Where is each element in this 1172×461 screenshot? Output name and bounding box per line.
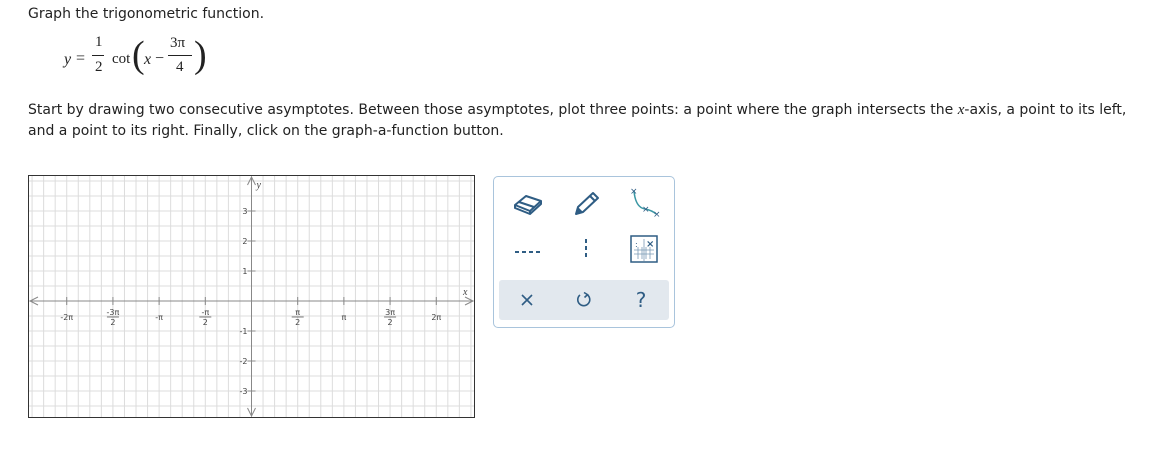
formula-equals: =	[76, 50, 86, 67]
svg-text:×: ×	[653, 210, 661, 218]
pencil-button[interactable]	[566, 189, 606, 219]
svg-text:×: ×	[646, 239, 655, 250]
x-tick-label-denominator: 2	[387, 318, 393, 327]
vertical-asymptote-button[interactable]	[566, 234, 606, 264]
x-tick-label-denominator: 2	[110, 318, 116, 327]
formula-left-paren: (	[132, 34, 145, 76]
eraser-button[interactable]	[508, 189, 548, 219]
formula-shift-numerator: 3π	[170, 35, 186, 51]
horizontal-asymptote-icon	[512, 244, 544, 260]
formula-minus: −	[155, 50, 165, 67]
y-tick-label: -3	[239, 387, 248, 396]
point-grid-icon	[630, 235, 658, 263]
y-axis-label: y	[256, 180, 261, 191]
undo-button[interactable]	[564, 285, 604, 315]
instructions-text	[28, 100, 1153, 142]
tick-labels	[60, 180, 468, 396]
formula-right-paren: )	[194, 34, 207, 76]
action-bar	[499, 280, 669, 320]
x-tick-label: 2π	[431, 313, 442, 322]
help-button[interactable]	[621, 285, 661, 315]
prompt-text: Graph the trigonometric function.	[28, 6, 265, 22]
x-tick-label-numerator: 3π	[385, 308, 396, 317]
formula-coef-numerator: 1	[95, 34, 103, 50]
instructions-part2: -axis, a point to its left, and a point to its right. Finally, click on the graph-a-function button.	[28, 102, 1127, 139]
y-tick-label: -1	[239, 327, 248, 336]
x-tick-label: -π	[155, 313, 163, 322]
graph-area[interactable]	[28, 175, 475, 418]
x-tick-label-numerator: -3π	[106, 308, 120, 317]
instructions-part1: Start by drawing two consecutive asymptotes. Between those asymptotes, plot three points: a point where the graph intersects the	[28, 102, 958, 118]
svg-text:×: ×	[630, 187, 638, 197]
vertical-asymptote-icon	[578, 237, 594, 261]
y-tick-label: -2	[239, 357, 248, 366]
toolbox-panel	[493, 176, 675, 328]
x-axis-label: x	[463, 287, 468, 298]
y-tick-label: 2	[242, 237, 248, 246]
axes	[30, 177, 473, 416]
y-tick-label: 1	[242, 267, 248, 276]
formula-coef-denominator: 2	[95, 59, 103, 75]
clear-icon	[519, 292, 535, 308]
x-tick-label: -2π	[60, 313, 74, 322]
horizontal-asymptote-button[interactable]	[508, 237, 548, 267]
x-tick-label-numerator: π	[295, 308, 301, 317]
x-tick-label-denominator: 2	[295, 318, 301, 327]
formula-x: x	[144, 51, 152, 68]
undo-icon	[575, 291, 593, 309]
formula-y: y	[64, 51, 72, 68]
graph-function-icon	[627, 186, 661, 218]
x-tick-label-denominator: 2	[202, 318, 208, 327]
clear-button[interactable]	[507, 285, 547, 315]
eraser-icon	[512, 191, 544, 217]
pencil-icon	[570, 190, 602, 218]
y-tick-label: 3	[242, 207, 248, 216]
instructions-x-var: x	[957, 102, 965, 118]
x-tick-label-numerator: -π	[201, 308, 210, 317]
x-tick-label: π	[341, 313, 347, 322]
formula-cot: cot	[112, 51, 131, 67]
svg-text:×: ×	[642, 205, 650, 215]
function-formula	[64, 34, 224, 84]
formula-fraction-bar-2	[168, 55, 192, 56]
formula-shift-denominator: 4	[176, 59, 184, 75]
point-grid-button[interactable]	[624, 234, 664, 264]
formula-fraction-bar	[92, 55, 104, 56]
svg-text::: :	[635, 240, 638, 249]
help-icon: ?	[635, 288, 647, 312]
graph-function-button[interactable]	[624, 187, 664, 217]
